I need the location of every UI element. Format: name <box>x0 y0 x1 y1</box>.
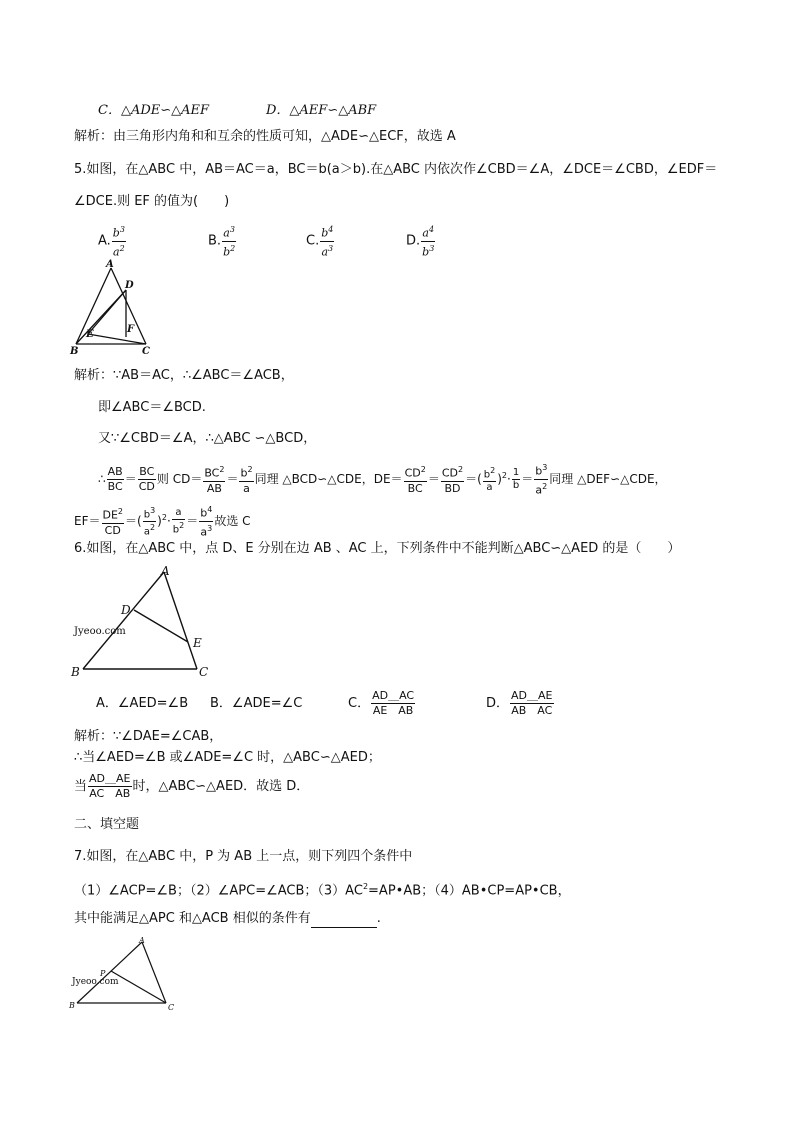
q5-triangle-figure <box>68 258 158 356</box>
q6-option-c: C． $\frac{AD\_AC}{\text{AE AB}}$ <box>348 689 415 717</box>
q6-stem: 6.如图，在△ABC 中，点 D、E 分别在边 AB 、AC 上，下列条件中不能判断△ABC∽△AED 的是（ ） <box>74 541 681 556</box>
q5-analysis-line5: EF＝ $\frac{DE^2}{CD}$ ＝( $\frac{b^3}{a^2}$ )$^2$· $\frac{a}{b^2}$ ＝ $\frac{b^4}{a^3}$ 故选 C <box>74 505 251 539</box>
q4-option-c: C．△ADE∽△AEF <box>98 103 210 118</box>
q5-analysis-line3: 又∵∠CBD＝∠A，∴△ABC ∽△BCD， <box>98 431 317 446</box>
q7-conditions: （1）∠ACP=∠B；（2）∠APC=∠ACB；$(3)AC^2=AP•AB$；（4）AB•CP=AP•CB， <box>74 882 571 899</box>
q6-option-a: A．∠AED=∠B <box>96 696 189 711</box>
q6-label-d: D <box>121 603 131 617</box>
q5-analysis-line1: 解析：∵AB＝AC，∴∠ABC＝∠ACB， <box>74 368 294 383</box>
q6-label-c: C <box>199 665 209 679</box>
q6-triangle-figure <box>66 562 216 682</box>
q7-label-b: B <box>69 1001 75 1010</box>
q6-analysis-line2: ∴当∠AED=∠B 或∠ADE=∠C 时，△ABC∽△AED； <box>74 750 381 765</box>
q4-option-d: D．△AEF∽△ABF <box>266 103 377 118</box>
q5-stem-line2: ∠DCE.则 EF 的值为( ) <box>74 194 230 209</box>
q7-label-a: A <box>139 936 145 945</box>
q5-label-f: F <box>127 324 135 335</box>
q7-label-p: P <box>100 969 106 978</box>
q6-watermark: Jyeoo.com <box>74 626 126 637</box>
q7-triangle-figure <box>66 932 186 1014</box>
q5-option-a: A. $\frac{b^3}{a^2}$ <box>98 225 125 259</box>
q5-label-c: C <box>142 346 150 356</box>
q5-label-d: D <box>125 280 134 291</box>
q6-label-e: E <box>193 636 202 650</box>
q7-question: 其中能满足△APC 和△ACB 相似的条件有 . <box>74 911 381 926</box>
q5-label-a: A <box>106 259 114 270</box>
q5-option-c: C. $\frac{b^4}{a^3}$ <box>306 225 334 259</box>
q4-analysis: 解析：由三角形内角和和互余的性质可知，△ADE∽△ECF，故选 A <box>74 129 456 144</box>
q5-label-b: B <box>70 346 79 356</box>
q7-label-c: C <box>168 1003 175 1012</box>
q6-label-a: A <box>161 564 170 578</box>
q5-option-b: B. $\frac{a^3}{b^2}$ <box>208 225 236 259</box>
q7-watermark: Jyeoo.com <box>72 977 119 987</box>
q5-analysis-line2: 即∠ABC＝∠BCD. <box>98 400 206 415</box>
q6-label-b: B <box>71 665 80 679</box>
q7-stem: 7.如图，在△ABC 中，P 为 AB 上一点，则下列四个条件中 <box>74 849 413 864</box>
q5-stem-line1: 5.如图，在△ABC 中，AB＝AC＝a，BC＝b(a＞b).在△ABC 内依次作∠CBD＝∠A，∠DCE＝∠CBD，∠EDF＝ <box>74 162 718 177</box>
q5-analysis-line4: ∴ $\frac{AB}{BC}$ ＝ $\frac{BC}{CD}$ 则 CD＝ $\frac{BC^2}{AB}$ ＝ $\frac{b^2}{a}$ 同理 △BCD∽△CDE，DE＝ $\frac{CD^2}{BC}$ ＝ $\frac{CD^2}{BD}$ ＝( $\frac{b^2}{a}$ )$^2$· $\frac{1}{b}$ ＝ $\frac{b^3}{a^2}$ 同理 △DEF∽△CDE， <box>98 463 667 497</box>
q5-option-d: D. $\frac{a^4}{b^3}$ <box>406 225 435 259</box>
q6-option-d: D． $\frac{AD\_AE}{\text{AB AC}}$ <box>486 689 553 717</box>
q6-analysis-line3: 当 $\frac{AD\_AE}{\text{AC AB}}$ 时，△ABC∽△AED．故选 D． <box>74 772 310 800</box>
q6-analysis-line1: 解析：∵∠DAE=∠CAB， <box>74 729 223 744</box>
q6-option-b: B．∠ADE=∠C <box>210 696 303 711</box>
q5-label-e: E <box>86 329 94 340</box>
q7-answer-blank[interactable] <box>311 915 377 928</box>
section-title-fill-blank: 二、填空题 <box>74 817 140 832</box>
